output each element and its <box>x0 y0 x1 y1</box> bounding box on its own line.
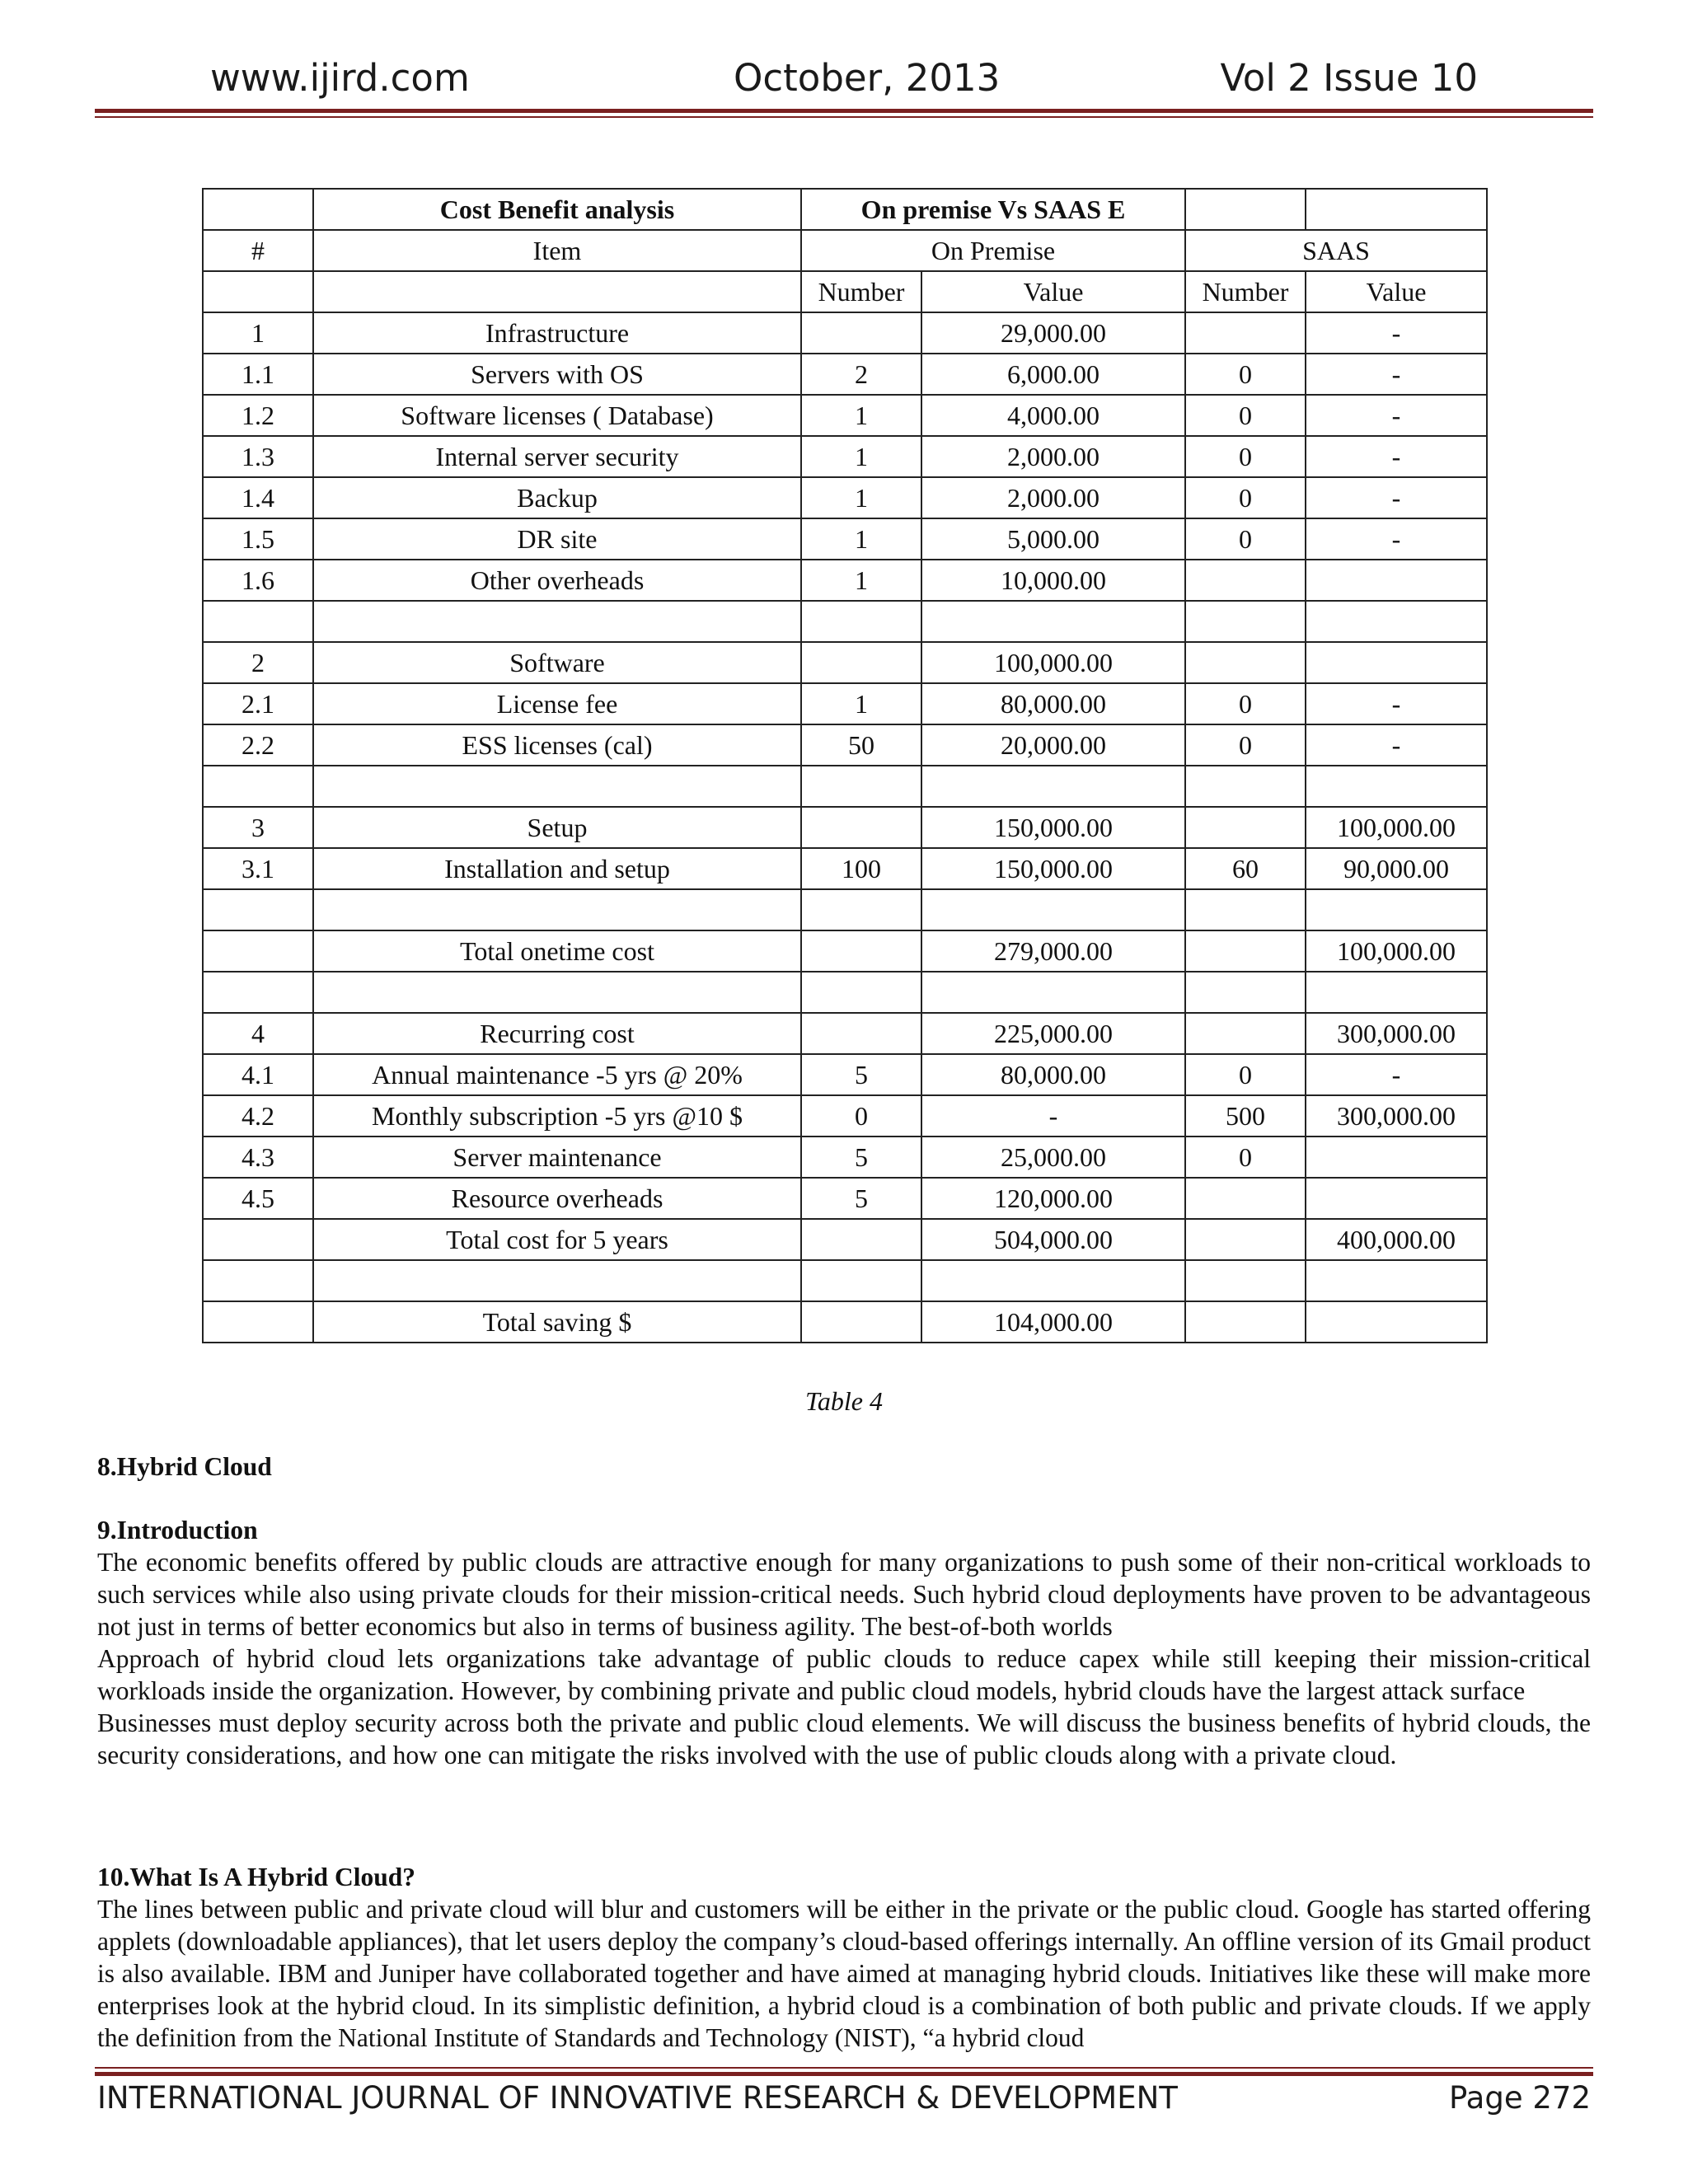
paragraph: Businesses must deploy security across both the private and public cloud elements. We will discuss the business benefits of hybrid clouds, the security considerations, and how one can mitigate the risks involved with the use of public clouds along with a private cloud. <box>97 1708 1591 1769</box>
col-header-saas: SAAS <box>1185 230 1487 271</box>
header-rule <box>95 109 1593 113</box>
table-cell <box>1306 601 1487 642</box>
table-subheader-row <box>203 271 1487 312</box>
table-cell: Servers with OS <box>313 354 801 395</box>
paragraph: Approach of hybrid cloud lets organizations take advantage of public clouds to reduce capex while still keeping their mission-critical workloads inside the organization. However, by combining private and public cloud models, hybrid clouds have the largest attack surface <box>97 1644 1591 1705</box>
table-cell <box>1185 1219 1306 1260</box>
table-row <box>203 1178 1487 1219</box>
table-cell: Recurring cost <box>313 1013 801 1054</box>
table-cell: 300,000.00 <box>1306 1095 1487 1137</box>
table-cell: 5 <box>801 1137 921 1178</box>
table-cell <box>1185 1013 1306 1054</box>
table-cell: 0 <box>1185 724 1306 766</box>
table-cell: 0 <box>1185 354 1306 395</box>
table-cell: 80,000.00 <box>921 1054 1185 1095</box>
table-row <box>203 972 1487 1013</box>
journal-website[interactable]: www.ijird.com <box>210 56 470 100</box>
table-cell: 1 <box>801 683 921 724</box>
table-cell: 4.2 <box>203 1095 313 1137</box>
table-cell: 1.2 <box>203 395 313 436</box>
table-cell: Total saving $ <box>313 1301 801 1343</box>
table-cell <box>1306 766 1487 807</box>
paragraph: The lines between public and private cloud will blur and customers will be either in the private or the public cloud. Google has started offering applets (downloadable appliances), that let users deploy the company’s cloud-based offerings internally. An offline version of its Gmail product is also available. IBM and Juniper have collaborated together and have aimed at managing hybrid clouds. Initiatives like these will make more enterprises look at the hybrid cloud. In its simplistic definition, a hybrid cloud is a combination of both public and private clouds. If we apply the definition from the National Institute of Standards and Technology (NIST), “a hybrid cloud <box>97 1895 1591 2052</box>
table-cell: 100 <box>801 848 921 889</box>
table-cell: 300,000.00 <box>1306 1013 1487 1054</box>
table-row <box>203 1137 1487 1178</box>
section-heading: 9.Introduction <box>97 1516 258 1544</box>
table-cell: 4 <box>203 1013 313 1054</box>
table-cell <box>1185 560 1306 601</box>
col-header-number: # <box>203 230 313 271</box>
issue-date: October, 2013 <box>734 56 1001 100</box>
table-cell: 80,000.00 <box>921 683 1185 724</box>
page-header <box>95 56 1593 105</box>
subheader-saas-number: Number <box>1185 271 1306 312</box>
table-cell: 0 <box>801 1095 921 1137</box>
subheader-saas-value: Value <box>1306 271 1487 312</box>
table-row <box>203 1095 1487 1137</box>
table-row <box>203 354 1487 395</box>
cost-benefit-table <box>202 188 1488 1343</box>
table-cell: 3 <box>203 807 313 848</box>
table-cell: Backup <box>313 477 801 518</box>
table-cell <box>1185 766 1306 807</box>
table-row <box>203 518 1487 560</box>
table-cell <box>203 1260 313 1301</box>
table-cell: 25,000.00 <box>921 1137 1185 1178</box>
section-heading: 8.Hybrid Cloud <box>97 1452 272 1481</box>
table-cell: 150,000.00 <box>921 807 1185 848</box>
table-cell <box>203 1219 313 1260</box>
table-cell: 2 <box>801 354 921 395</box>
table-cell: 6,000.00 <box>921 354 1185 395</box>
table-caption: Table 4 <box>805 1386 883 1416</box>
section-hybrid-cloud <box>97 1451 1591 1483</box>
table-row <box>203 683 1487 724</box>
section-heading: 10.What Is A Hybrid Cloud? <box>97 1863 415 1891</box>
table-cell: 0 <box>1185 395 1306 436</box>
table-cell: 2.2 <box>203 724 313 766</box>
footer-rule-thin <box>95 2067 1593 2069</box>
table-cell: Infrastructure <box>313 312 801 354</box>
table-cell: Resource overheads <box>313 1178 801 1219</box>
table-cell: Other overheads <box>313 560 801 601</box>
header-rule-thin <box>95 116 1593 118</box>
table-cell: 60 <box>1185 848 1306 889</box>
table-cell: 90,000.00 <box>1306 848 1487 889</box>
table-cell: 5,000.00 <box>921 518 1185 560</box>
table-cell: 4.1 <box>203 1054 313 1095</box>
table-cell: 10,000.00 <box>921 560 1185 601</box>
table-cell: 0 <box>1185 1137 1306 1178</box>
table-cell: 0 <box>1185 436 1306 477</box>
table-cell: 50 <box>801 724 921 766</box>
table-cell <box>203 972 313 1013</box>
table-cell: 0 <box>1185 477 1306 518</box>
table-cell <box>1185 1301 1306 1343</box>
table-cell <box>801 1013 921 1054</box>
table-cell <box>1306 1137 1487 1178</box>
table-cell <box>1306 642 1487 683</box>
table-cell <box>313 972 801 1013</box>
table-cell <box>801 807 921 848</box>
table-cell: 104,000.00 <box>921 1301 1185 1343</box>
subheader-onprem-value: Value <box>921 271 1185 312</box>
page-number: Page 272 <box>1449 2080 1591 2116</box>
table-cell: 504,000.00 <box>921 1219 1185 1260</box>
table-cell: 4.3 <box>203 1137 313 1178</box>
table-cell: Internal server security <box>313 436 801 477</box>
table-cell: 120,000.00 <box>921 1178 1185 1219</box>
table-cell <box>203 766 313 807</box>
section-what-is-hybrid-cloud <box>97 1861 1591 2054</box>
table-cell: ESS licenses (cal) <box>313 724 801 766</box>
table-row <box>203 1219 1487 1260</box>
table-cell <box>921 972 1185 1013</box>
table-cell <box>801 601 921 642</box>
table-cell: - <box>1306 395 1487 436</box>
table-row <box>203 1301 1487 1343</box>
table-cell <box>1185 807 1306 848</box>
table-row <box>203 766 1487 807</box>
table-cell: 2,000.00 <box>921 436 1185 477</box>
table-cell: 1 <box>801 436 921 477</box>
table-cell: Server maintenance <box>313 1137 801 1178</box>
table-cell <box>801 972 921 1013</box>
table-cell: Annual maintenance -5 yrs @ 20% <box>313 1054 801 1095</box>
table-cell: 5 <box>801 1178 921 1219</box>
table-cell <box>801 1301 921 1343</box>
footer-rule <box>95 2072 1593 2076</box>
volume-issue: Vol 2 Issue 10 <box>1220 56 1478 100</box>
table-cell <box>313 271 801 312</box>
table-row <box>203 889 1487 930</box>
table-row <box>203 395 1487 436</box>
table-header-row <box>203 230 1487 271</box>
table-cell: 0 <box>1185 1054 1306 1095</box>
table-cell: Setup <box>313 807 801 848</box>
table-cell: 100,000.00 <box>1306 930 1487 972</box>
table-cell: - <box>1306 683 1487 724</box>
table-cell: 2 <box>203 642 313 683</box>
table-cell: 100,000.00 <box>1306 807 1487 848</box>
table-row <box>203 807 1487 848</box>
table-cell: 4.5 <box>203 1178 313 1219</box>
table-cell: 1.1 <box>203 354 313 395</box>
table-cell <box>1185 1178 1306 1219</box>
table-cell <box>203 889 313 930</box>
table-cell: 500 <box>1185 1095 1306 1137</box>
table-cell <box>801 930 921 972</box>
table-row <box>203 601 1487 642</box>
table-cell: 400,000.00 <box>1306 1219 1487 1260</box>
table-cell: - <box>1306 477 1487 518</box>
table-cell: 4,000.00 <box>921 395 1185 436</box>
table-row <box>203 312 1487 354</box>
table-cell: 1.6 <box>203 560 313 601</box>
table-cell: 1.5 <box>203 518 313 560</box>
table-row <box>203 436 1487 477</box>
table-row <box>203 560 1487 601</box>
table-cell <box>1306 1178 1487 1219</box>
table-cell <box>203 1301 313 1343</box>
table-cell <box>801 1219 921 1260</box>
table-cell: 1 <box>801 395 921 436</box>
table-title: Cost Benefit analysis <box>313 189 801 230</box>
table-row <box>203 1013 1487 1054</box>
table-cell: - <box>1306 312 1487 354</box>
table-cell: 20,000.00 <box>921 724 1185 766</box>
table-cell: - <box>1306 354 1487 395</box>
paragraph: The economic benefits offered by public clouds are attractive enough for many organizations to push some of their non-critical workloads to such services while also using private clouds for their mission-critical needs. Such hybrid cloud deployments have proven to be advantageous not just in terms of better economics but also in terms of business agility. The best-of-both worlds <box>97 1548 1591 1641</box>
table-cell <box>1185 930 1306 972</box>
table-cell <box>921 1260 1185 1301</box>
table-cell <box>1185 642 1306 683</box>
table-row <box>203 930 1487 972</box>
table-cell: 0 <box>1185 683 1306 724</box>
table-cell: - <box>1306 1054 1487 1095</box>
table-cell <box>801 766 921 807</box>
table-cell: Total cost for 5 years <box>313 1219 801 1260</box>
section-introduction <box>97 1514 1591 1771</box>
table-cell: - <box>1306 518 1487 560</box>
table-row <box>203 477 1487 518</box>
page-footer <box>97 2080 1591 2121</box>
table-title-row <box>203 189 1487 230</box>
table-cell: 0 <box>1185 518 1306 560</box>
table-cell <box>1306 189 1487 230</box>
table-cell: 279,000.00 <box>921 930 1185 972</box>
table-cell: - <box>921 1095 1185 1137</box>
table-cell: 225,000.00 <box>921 1013 1185 1054</box>
table-cell <box>203 930 313 972</box>
table-cell <box>203 601 313 642</box>
table-cell <box>1185 1260 1306 1301</box>
table-cell <box>203 271 313 312</box>
subheader-onprem-number: Number <box>801 271 921 312</box>
table-subtitle: On premise Vs SAAS E <box>801 189 1185 230</box>
table-cell <box>1185 889 1306 930</box>
table-cell: License fee <box>313 683 801 724</box>
col-header-on-premise: On Premise <box>801 230 1185 271</box>
table-cell: 1 <box>203 312 313 354</box>
table-cell <box>801 642 921 683</box>
table-cell <box>1306 560 1487 601</box>
table-cell <box>1185 972 1306 1013</box>
table-cell <box>1306 1301 1487 1343</box>
table-cell <box>1185 601 1306 642</box>
table-cell: Installation and setup <box>313 848 801 889</box>
table-row <box>203 848 1487 889</box>
table-cell <box>1185 189 1306 230</box>
table-cell <box>313 1260 801 1301</box>
table-cell: DR site <box>313 518 801 560</box>
table-row <box>203 724 1487 766</box>
table-cell: 29,000.00 <box>921 312 1185 354</box>
table-row <box>203 642 1487 683</box>
table-cell: 1 <box>801 518 921 560</box>
table-row <box>203 1260 1487 1301</box>
table-cell: 1.4 <box>203 477 313 518</box>
table-row <box>203 1054 1487 1095</box>
col-header-item: Item <box>313 230 801 271</box>
table-cell: 1.3 <box>203 436 313 477</box>
table-cell: 100,000.00 <box>921 642 1185 683</box>
table-cell: 2,000.00 <box>921 477 1185 518</box>
journal-name: INTERNATIONAL JOURNAL OF INNOVATIVE RESEARCH & DEVELOPMENT <box>97 2080 1178 2116</box>
table-cell: 150,000.00 <box>921 848 1185 889</box>
table-cell <box>203 189 313 230</box>
table-cell <box>1306 972 1487 1013</box>
table-cell <box>801 889 921 930</box>
table-cell <box>921 889 1185 930</box>
table-cell: Software <box>313 642 801 683</box>
table-cell: 1 <box>801 477 921 518</box>
table-cell <box>921 601 1185 642</box>
table-cell <box>1185 312 1306 354</box>
table-cell <box>313 601 801 642</box>
table-cell <box>1306 1260 1487 1301</box>
table-cell: Software licenses ( Database) <box>313 395 801 436</box>
table-cell <box>801 1260 921 1301</box>
table-cell: - <box>1306 724 1487 766</box>
table-cell: 2.1 <box>203 683 313 724</box>
table-cell: Total onetime cost <box>313 930 801 972</box>
table-cell <box>1306 889 1487 930</box>
table-cell: 3.1 <box>203 848 313 889</box>
table-cell: 5 <box>801 1054 921 1095</box>
table-cell <box>313 766 801 807</box>
table-cell: 1 <box>801 560 921 601</box>
table-cell <box>313 889 801 930</box>
table-cell <box>801 312 921 354</box>
table-cell: Monthly subscription -5 yrs @10 $ <box>313 1095 801 1137</box>
table-cell: - <box>1306 436 1487 477</box>
table-cell <box>921 766 1185 807</box>
